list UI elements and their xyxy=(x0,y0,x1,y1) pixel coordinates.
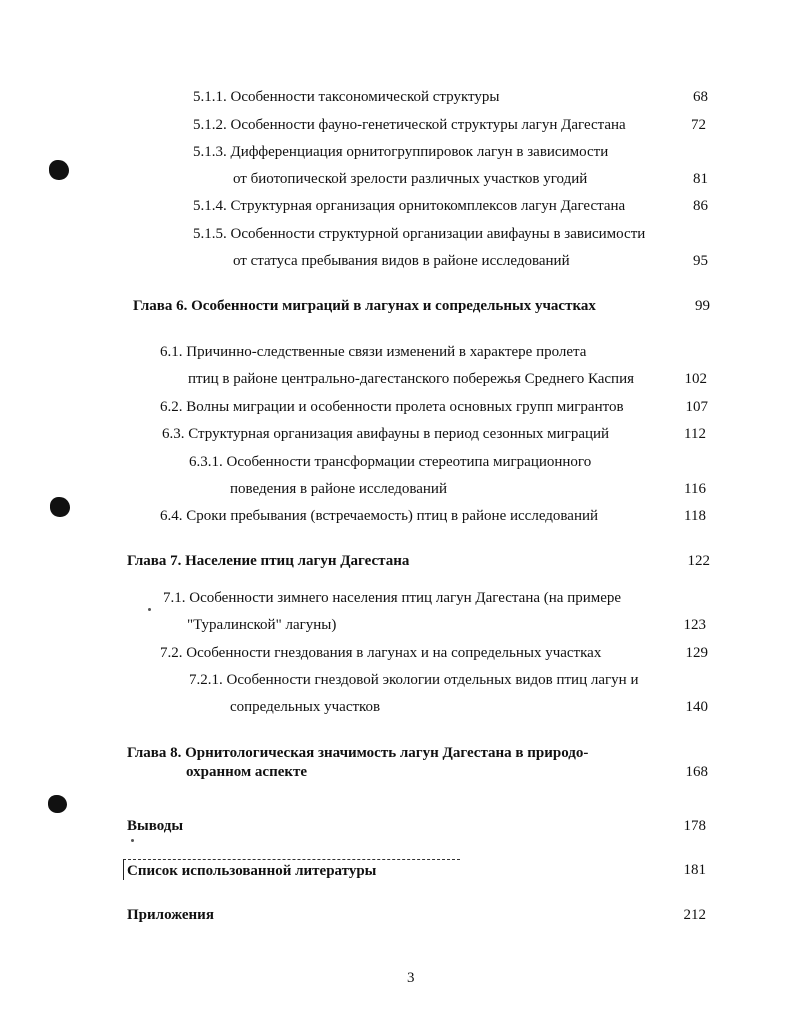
toc-page-6-3-1: 116 xyxy=(684,481,706,497)
toc-entry-6-3: 6.3. Структурная организация авифауны в период сезонных миграций xyxy=(162,426,610,442)
toc-entry-5-1-3-line2: от биотопической зрелости различных участков угодий xyxy=(233,171,588,187)
toc-entry-7-2: 7.2. Особенности гнездования в лагунах и на сопредельных участках xyxy=(160,645,602,661)
toc-page-5-1-4: 86 xyxy=(693,198,708,214)
toc-entry-6-3-1-line2: поведения в районе исследований xyxy=(230,481,447,497)
toc-entry-6-2: 6.2. Волны миграции и особенности пролета основных групп мигрантов xyxy=(160,399,624,415)
toc-entry-5-1-4: 5.1.4. Структурная организация орнитокомплексов лагун Дагестана xyxy=(193,198,626,214)
speck xyxy=(148,608,151,611)
toc-chapter-7: Глава 7. Население птиц лагун Дагестана xyxy=(127,553,410,569)
toc-page-5-1-5: 95 xyxy=(693,253,708,269)
toc-page-conclusions: 178 xyxy=(683,818,706,834)
toc-chapter-8-line1: Глава 8. Орнитологическая значимость лагун Дагестана в природо- xyxy=(127,745,589,761)
toc-page-chapter-6: 99 xyxy=(695,298,710,314)
toc-conclusions: Выводы xyxy=(127,818,184,834)
punch-hole-mark xyxy=(50,497,70,517)
toc-chapter-8-line2: охранном аспекте xyxy=(186,764,308,780)
toc-references: Список использованной литературы xyxy=(127,863,377,879)
toc-entry-6-1-line2: птиц в районе центрально-дагестанского побережья Среднего Каспия xyxy=(188,371,635,387)
toc-entry-7-1-line1: 7.1. Особенности зимнего населения птиц лагун Дагестана (на примере xyxy=(163,590,622,606)
toc-entry-5-1-3-line1: 5.1.3. Дифференциация орнитогруппировок лагун в зависимости xyxy=(193,144,609,160)
punch-hole-mark xyxy=(48,795,67,813)
toc-page-references: 181 xyxy=(683,862,706,878)
toc-page-chapter-7: 122 xyxy=(687,553,710,569)
toc-entry-6-4: 6.4. Сроки пребывания (встречаемость) птиц в районе исследований xyxy=(160,508,599,524)
toc-appendices: Приложения xyxy=(127,907,214,923)
toc-entry-5-1-5-line2: от статуса пребывания видов в районе исследований xyxy=(233,253,570,269)
toc-page-6-3: 112 xyxy=(684,426,706,442)
toc-page-6-4: 118 xyxy=(684,508,706,524)
speck xyxy=(131,839,134,842)
toc-entry-5-1-2: 5.1.2. Особенности фауно-генетической структуры лагун Дагестана xyxy=(193,117,626,133)
punch-hole-mark xyxy=(49,160,69,180)
toc-entry-7-2-1-line1: 7.2.1. Особенности гнездовой экологии отдельных видов птиц лагун и xyxy=(189,672,639,688)
toc-entry-6-1-line1: 6.1. Причинно-следственные связи изменений в характере пролета xyxy=(160,344,587,360)
toc-page-6-2: 107 xyxy=(685,399,708,415)
toc-entry-7-2-1-line2: сопредельных участков xyxy=(230,699,381,715)
toc-page-5-1-3: 81 xyxy=(693,171,708,187)
toc-page-chapter-8: 168 xyxy=(685,764,708,780)
toc-entry-7-1-line2: "Туралинской" лагуны) xyxy=(187,617,337,633)
toc-entry-5-1-5-line1: 5.1.5. Особенности структурной организации авифауны в зависимости xyxy=(193,226,646,242)
toc-entry-5-1-1: 5.1.1. Особенности таксономической структуры xyxy=(193,89,500,105)
page-number: 3 xyxy=(407,970,415,986)
toc-chapter-6: Глава 6. Особенности миграций в лагунах и сопредельных участках xyxy=(133,298,596,314)
toc-page-5-1-1: 68 xyxy=(693,89,708,105)
toc-page-appendices: 212 xyxy=(683,907,706,923)
toc-page-5-1-2: 72 xyxy=(691,117,706,133)
toc-page-7-2: 129 xyxy=(685,645,708,661)
toc-entry-6-3-1-line1: 6.3.1. Особенности трансформации стереотипа миграционного xyxy=(189,454,592,470)
toc-page-7-2-1: 140 xyxy=(685,699,708,715)
toc-page-6-1: 102 xyxy=(684,371,707,387)
toc-page-7-1: 123 xyxy=(683,617,706,633)
